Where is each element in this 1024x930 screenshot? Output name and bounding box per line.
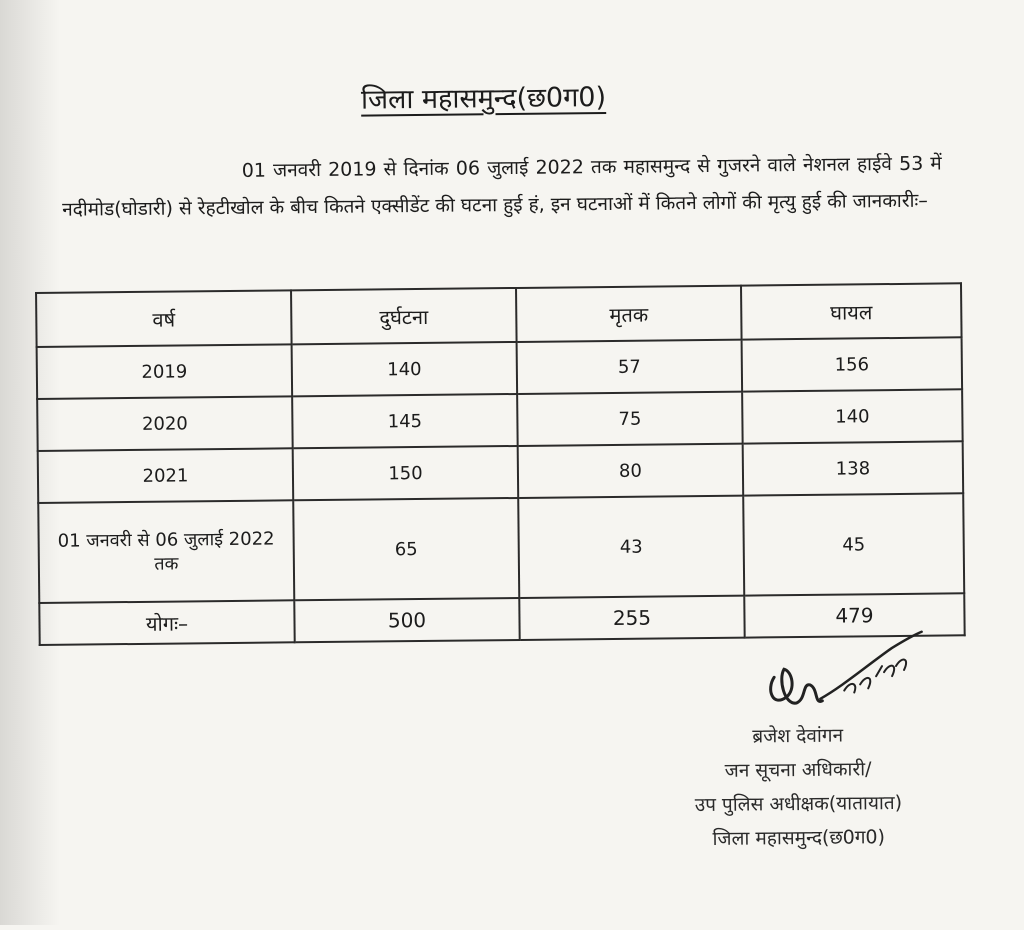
accident-table bbox=[35, 282, 966, 646]
total-deaths: 255 bbox=[519, 596, 744, 640]
cell-year: 01 जनवरी से 06 जुलाई 2022 तक bbox=[38, 500, 294, 603]
cell-accidents: 140 bbox=[292, 342, 518, 396]
cell-year: 2020 bbox=[37, 396, 293, 451]
header-year: वर्ष bbox=[36, 290, 292, 347]
cell-injured: 45 bbox=[743, 493, 964, 595]
header-injured: घायल bbox=[741, 283, 962, 339]
signatory-name: ब्रजेश देवांगन bbox=[752, 724, 844, 748]
cell-accidents: 150 bbox=[293, 446, 519, 500]
total-label: योगः– bbox=[39, 600, 294, 645]
table-row bbox=[38, 493, 964, 603]
signatory-department: उप पुलिस अधीक्षक(यातायात) bbox=[694, 791, 903, 817]
intro-paragraph: 01 जनवरी 2019 से दिनांक 06 जुलाई 2022 तक महासमुन्द से गुजरने वाले नेशनल हाईवे 53 में नदीमोड(घोडारी) से रेहटीखोल के बीच कितने एक्सीडेंट की घटना हुई हं, इन घटनाओं में कितने लोगों की मृत्यु हुई की जानकारीः– bbox=[62, 152, 942, 221]
table-row bbox=[37, 337, 962, 399]
cell-year: 2021 bbox=[38, 448, 294, 503]
cell-injured: 140 bbox=[742, 389, 963, 443]
table-row bbox=[37, 389, 962, 451]
cell-accidents: 145 bbox=[292, 394, 518, 448]
signatory-designation: जन सूचना अधिकारी/ bbox=[724, 758, 872, 782]
signatory-district: जिला महासमुन्द(छ0ग0) bbox=[712, 826, 886, 850]
cell-deaths: 43 bbox=[518, 496, 744, 598]
header-deaths: मृतक bbox=[516, 286, 742, 342]
cell-deaths: 80 bbox=[518, 444, 744, 498]
total-accidents: 500 bbox=[294, 598, 519, 642]
table-row bbox=[38, 441, 963, 503]
total-injured: 479 bbox=[744, 593, 964, 637]
cell-injured: 156 bbox=[742, 337, 963, 391]
header-accidents: दुर्घटना bbox=[291, 288, 517, 344]
signatory-block bbox=[648, 717, 949, 856]
cell-deaths: 57 bbox=[517, 340, 743, 394]
handwritten-signature bbox=[762, 626, 933, 723]
cell-accidents: 65 bbox=[293, 498, 519, 600]
cell-deaths: 75 bbox=[517, 392, 743, 446]
document-title: जिला महासमुन्द(छ0ग0) bbox=[360, 82, 607, 116]
cell-year: 2019 bbox=[37, 344, 293, 399]
cell-injured: 138 bbox=[743, 441, 964, 495]
table-header-row bbox=[36, 283, 962, 347]
